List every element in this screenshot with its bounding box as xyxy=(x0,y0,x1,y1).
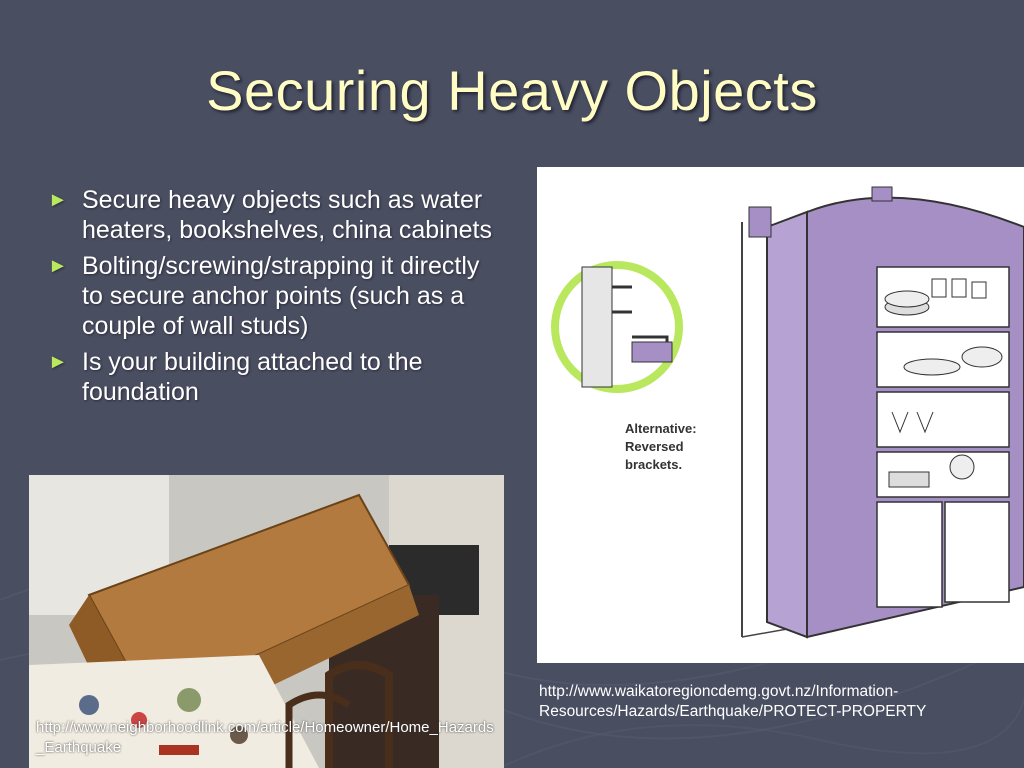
photo-source-link[interactable]: http://www.neighborhoodlink.com/article/Homeowner/Home_Hazards_Earthquake xyxy=(36,719,494,756)
bullet-list xyxy=(40,185,500,413)
alternative-label-line: brackets. xyxy=(625,457,683,472)
cabinet-illustration xyxy=(537,167,1024,663)
cabinet-source-link[interactable]: http://www.waikatoregioncdemg.govt.nz/Information-Resources/Hazards/Earthquake/PROTECT-PROPERTY xyxy=(539,683,927,720)
triangle-right-icon: ► xyxy=(48,189,68,211)
alternative-label-line: Alternative: xyxy=(625,421,697,436)
bullet-text: Is your building attached to the foundation xyxy=(82,348,423,406)
bullet-text: Secure heavy objects such as water heaters, bookshelves, china cabinets xyxy=(82,186,492,244)
bullet-item xyxy=(40,251,500,341)
slide-title: Securing Heavy Objects xyxy=(206,59,818,122)
triangle-right-icon: ► xyxy=(48,351,68,373)
cabinet-drawing xyxy=(537,167,1024,663)
bullet-text: Bolting/screwing/strapping it directly to secure anchor points (such as a couple of wall studs) xyxy=(82,252,480,340)
bullet-item xyxy=(40,185,500,245)
alternative-label xyxy=(625,420,735,474)
bullet-item xyxy=(40,347,500,407)
triangle-right-icon: ► xyxy=(48,255,68,277)
alternative-label-line: Reversed xyxy=(625,439,684,454)
